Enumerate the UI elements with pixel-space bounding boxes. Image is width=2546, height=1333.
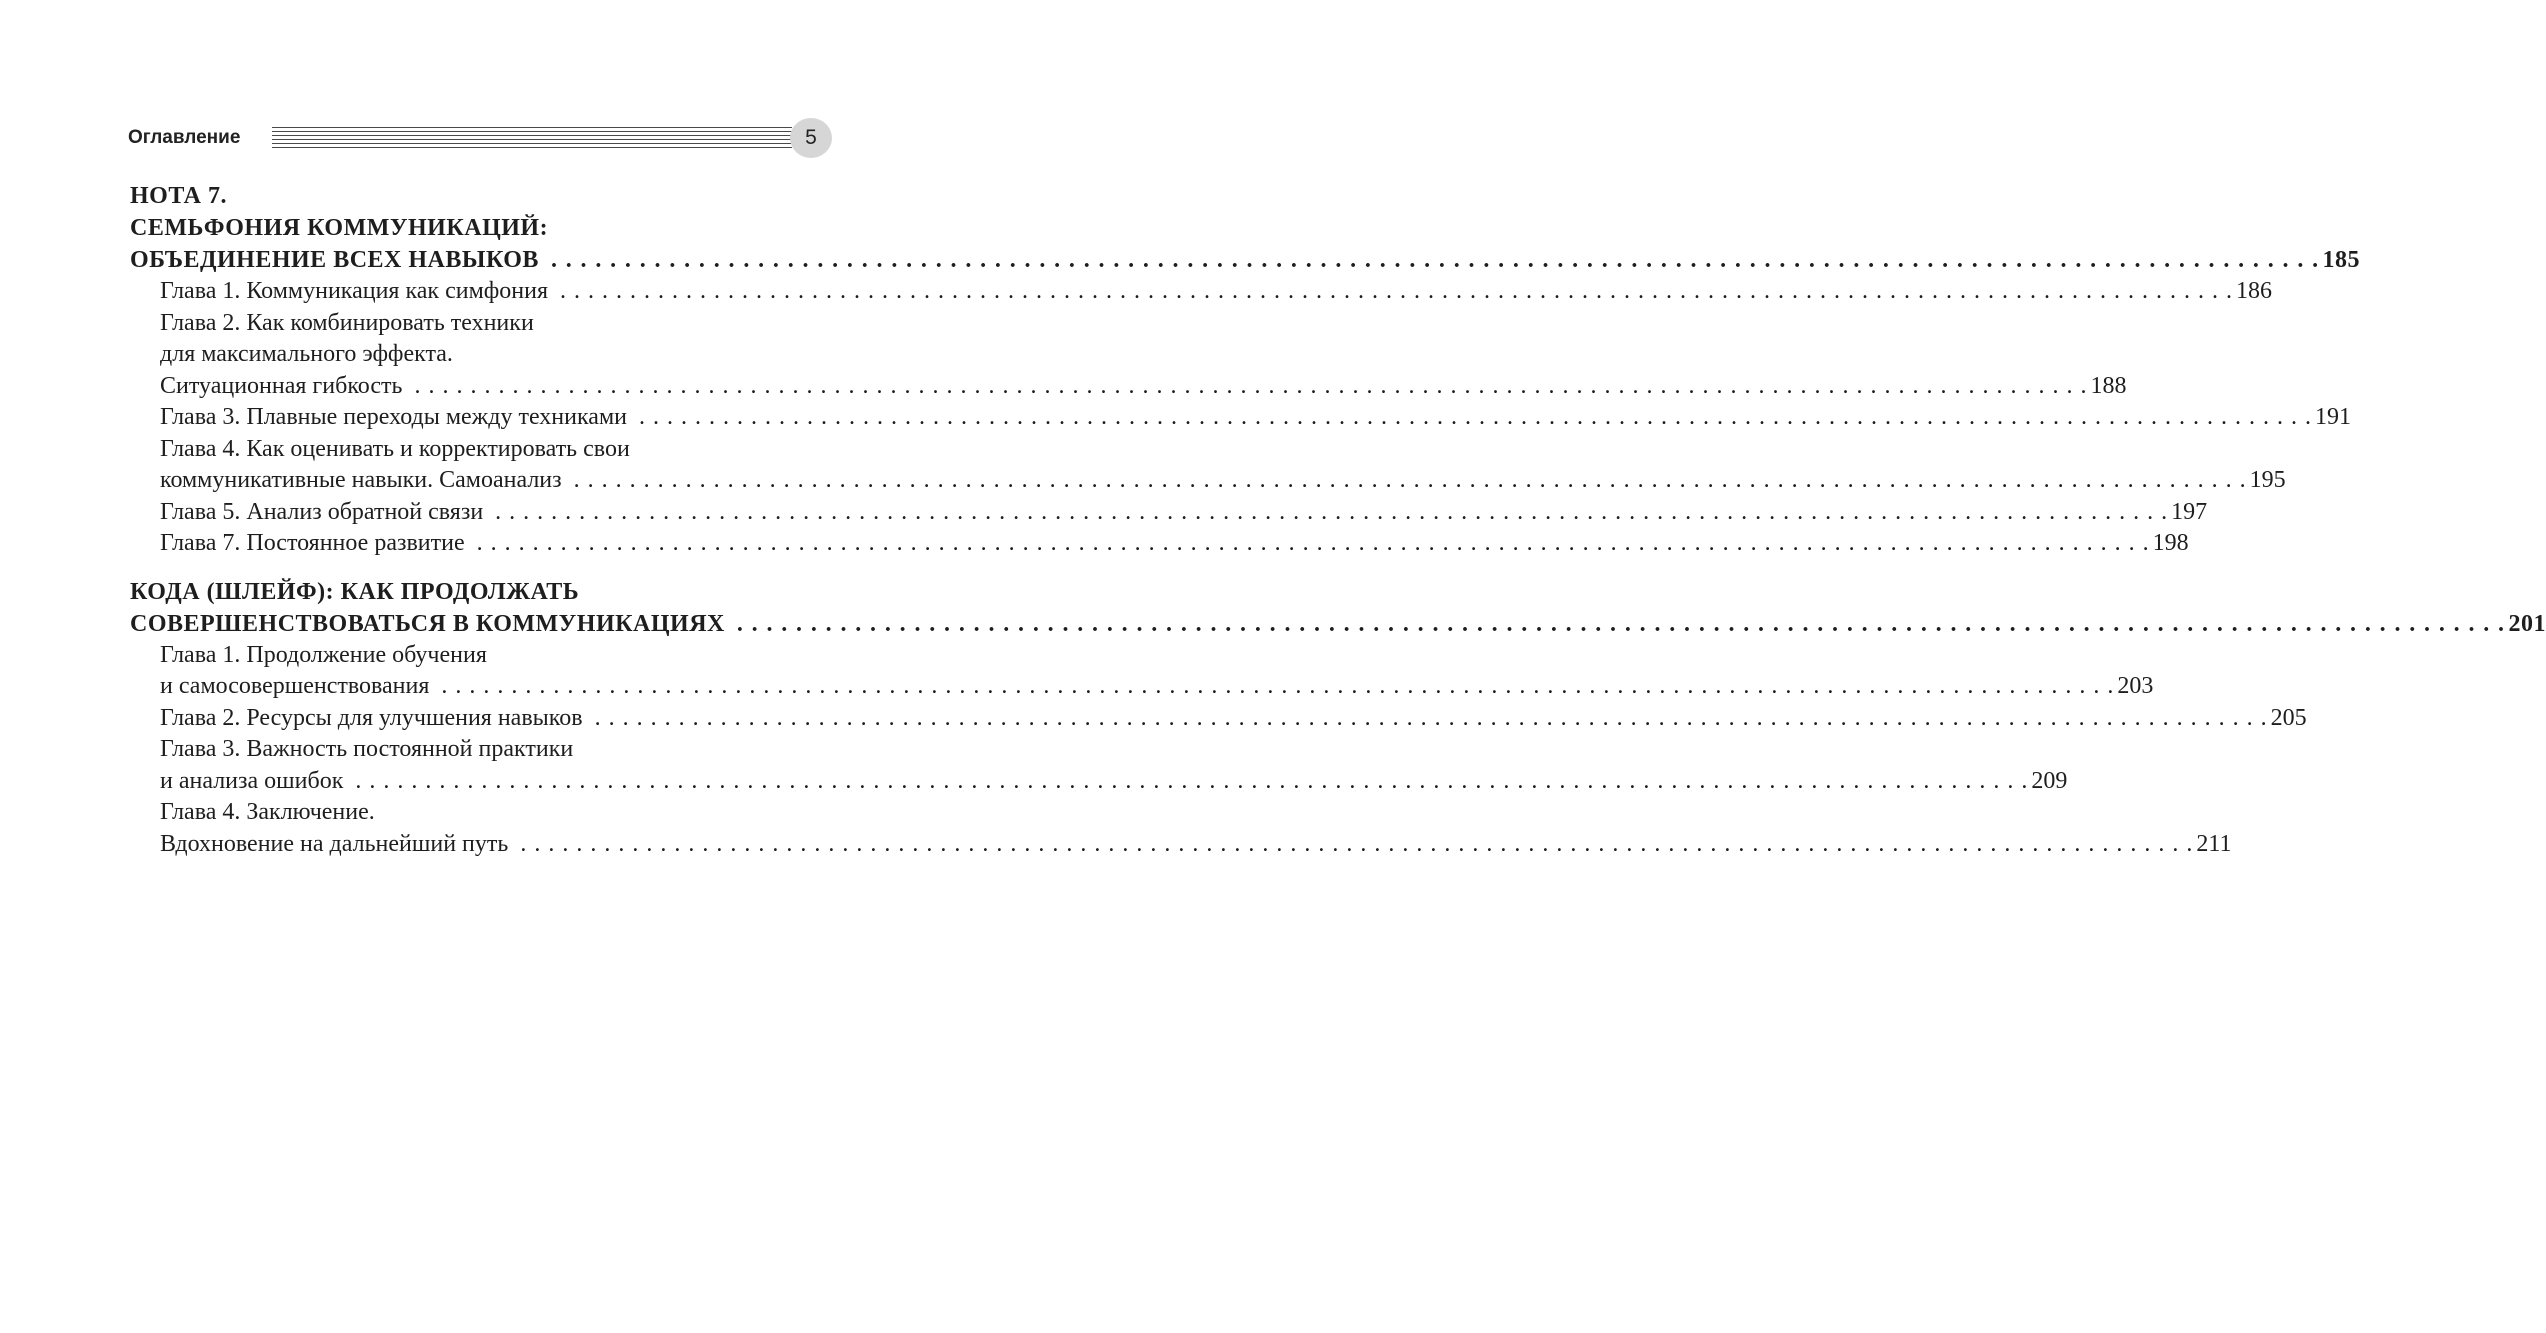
section-heading-text: ОБЪЕДИНЕНИЕ ВСЕХ НАВЫКОВ xyxy=(130,247,539,273)
chapter-title-text: коммуникативные навыки. Самоанализ xyxy=(160,467,562,493)
chapter-line: Глава 1. Продолжение обучения xyxy=(160,641,487,668)
chapter-page-number: 209 xyxy=(2031,767,2068,794)
chapter-page-number: 205 xyxy=(2270,704,2307,731)
chapter-entry xyxy=(160,434,2286,497)
chapter-page-number: 198 xyxy=(2152,530,2189,556)
toc-section xyxy=(130,180,2361,560)
header-decorative-rules xyxy=(272,127,792,149)
chapter-title-text: Глава 1. Коммуникация как симфония xyxy=(160,278,549,304)
chapter-line xyxy=(160,829,2232,861)
chapter-entry xyxy=(160,703,2307,735)
section-page-number: 201 xyxy=(2508,610,2546,637)
section-page-number: 185 xyxy=(2322,247,2361,273)
chapter-page-number: 195 xyxy=(2249,467,2286,493)
chapter-line: Глава 3. Важность постоянной практики xyxy=(160,736,574,762)
running-header xyxy=(128,118,832,158)
chapter-entry xyxy=(160,640,2154,703)
chapter-entry xyxy=(160,497,2208,529)
chapter-line xyxy=(160,671,2154,703)
chapter-line xyxy=(160,703,2307,735)
chapter-title-text: Глава 7. Постоянное развитие xyxy=(160,530,465,556)
chapter-list xyxy=(130,276,2351,560)
chapter-entry xyxy=(160,528,2189,560)
chapter-title-text: Вдохновение на дальнейший путь xyxy=(160,830,509,857)
chapter-entry xyxy=(160,276,2273,308)
chapter-entry xyxy=(160,402,2351,434)
dot-leader: . . . . . . . . . . . . . . . . . . . . . . . . . . . . . . . . . . . . . . . . . . . . . . . . . . . . . . . . . . . . . . . . . . . . . . . . . . . . . . . . . . . . . . . . . . . . . . . . . . . . . . . . . . . . . . . . . . . . . . . . xyxy=(476,530,2150,556)
dot-leader: . . . . . . . . . . . . . . . . . . . . . . . . . . . . . . . . . . . . . . . . . . . . . . . . . . . . . . . . . . . . . . . . . . . . . . . . . . . . . . . . . . . . . . . . . . . . . . . . . . . . . . . . . . . . . . . . . . . . . . . . xyxy=(550,247,2320,273)
dot-leader: . . . . . . . . . . . . . . . . . . . . . . . . . . . . . . . . . . . . . . . . . . . . . . . . . . . . . . . . . . . . . . . . . . . . . . . . . . . . . . . . . . . . . . . . . . . . . . . . . . . . . . . . . . . . . . . . . . . . . . . . xyxy=(638,404,2312,430)
toc-section xyxy=(130,576,2546,861)
chapter-list xyxy=(130,640,2307,861)
chapter-page-number: 188 xyxy=(2090,372,2127,399)
chapter-title-text: Ситуационная гибкость xyxy=(160,372,403,399)
chapter-line: для максимального эффекта. xyxy=(160,341,453,367)
chapter-page-number: 186 xyxy=(2236,278,2273,304)
section-heading-line: КОДА (ШЛЕЙФ): КАК ПРОДОЛЖАТЬ xyxy=(130,578,580,605)
section-heading-text: СОВЕРШЕНСТВОВАТЬСЯ В КОММУНИКАЦИЯХ xyxy=(130,610,725,637)
section-heading-line: СЕМЬФОНИЯ КОММУНИКАЦИЙ: xyxy=(130,215,549,241)
chapter-page-number: 203 xyxy=(2117,673,2154,699)
chapter-line xyxy=(160,465,2286,497)
chapter-page-number: 211 xyxy=(2196,830,2232,857)
chapter-line xyxy=(160,497,2208,529)
chapter-line: Глава 4. Заключение. xyxy=(160,799,375,825)
dot-leader: . . . . . . . . . . . . . . . . . . . . . . . . . . . . . . . . . . . . . . . . . . . . . . . . . . . . . . . . . . . . . . . . . . . . . . . . . . . . . . . . . . . . . . . . . . . . . . . . . . . . . . . . . . . . . . . . . . . . . . . . xyxy=(441,673,2115,699)
section-heading-line xyxy=(130,608,2546,640)
chapter-entry xyxy=(160,797,2232,860)
chapter-title-text: Глава 3. Плавные переходы между техниками xyxy=(160,404,627,430)
chapter-entry xyxy=(160,308,2127,403)
chapter-entry xyxy=(160,734,2068,797)
chapter-page-number: 191 xyxy=(2314,404,2351,430)
chapter-line xyxy=(160,371,2127,403)
dot-leader: . . . . . . . . . . . . . . . . . . . . . . . . . . . . . . . . . . . . . . . . . . . . . . . . . . . . . . . . . . . . . . . . . . . . . . . . . . . . . . . . . . . . . . . . . . . . . . . . . . . . . . . . . . . . . . . . . . . . . . . . xyxy=(495,498,2169,525)
chapter-line xyxy=(160,528,2189,560)
dot-leader: . . . . . . . . . . . . . . . . . . . . . . . . . . . . . . . . . . . . . . . . . . . . . . . . . . . . . . . . . . . . . . . . . . . . . . . . . . . . . . . . . . . . . . . . . . . . . . . . . . . . . . . . . . . . . . . . . . . . . . . . xyxy=(573,467,2247,493)
dot-leader: . . . . . . . . . . . . . . . . . . . . . . . . . . . . . . . . . . . . . . . . . . . . . . . . . . . . . . . . . . . . . . . . . . . . . . . . . . . . . . . . . . . . . . . . . . . . . . . . . . . . . . . . . . . . . . . . . . . . . . . . xyxy=(355,767,2029,794)
dot-leader: . . . . . . . . . . . . . . . . . . . . . . . . . . . . . . . . . . . . . . . . . . . . . . . . . . . . . . . . . . . . . . . . . . . . . . . . . . . . . . . . . . . . . . . . . . . . . . . . . . . . . . . . . . . . . . . . . . . . . . . . xyxy=(560,278,2234,304)
running-header-title: Оглавление xyxy=(128,127,241,148)
section-heading-line xyxy=(130,244,2361,276)
chapter-line xyxy=(160,276,2273,308)
chapter-title-text: Глава 5. Анализ обратной связи xyxy=(160,498,484,525)
dot-leader: . . . . . . . . . . . . . . . . . . . . . . . . . . . . . . . . . . . . . . . . . . . . . . . . . . . . . . . . . . . . . . . . . . . . . . . . . . . . . . . . . . . . . . . . . . . . . . . . . . . . . . . . . . . . . . . . . . . . . . . . xyxy=(736,610,2506,637)
chapter-line xyxy=(160,402,2351,434)
table-of-contents xyxy=(130,180,2546,876)
chapter-line: Глава 2. Как комбинировать техники xyxy=(160,309,534,336)
chapter-line xyxy=(160,766,2068,798)
chapter-page-number: 197 xyxy=(2171,498,2208,525)
chapter-line: Глава 4. Как оценивать и корректировать свои xyxy=(160,435,630,462)
section-heading-line: НОТА 7. xyxy=(130,183,227,209)
page-number-badge: 5 xyxy=(790,118,832,158)
chapter-title-text: и самосовершенствования xyxy=(160,673,430,699)
chapter-title-text: и анализа ошибок xyxy=(160,767,344,794)
chapter-title-text: Глава 2. Ресурсы для улучшения навыков xyxy=(160,704,583,731)
dot-leader: . . . . . . . . . . . . . . . . . . . . . . . . . . . . . . . . . . . . . . . . . . . . . . . . . . . . . . . . . . . . . . . . . . . . . . . . . . . . . . . . . . . . . . . . . . . . . . . . . . . . . . . . . . . . . . . . . . . . . . . . xyxy=(520,830,2194,857)
dot-leader: . . . . . . . . . . . . . . . . . . . . . . . . . . . . . . . . . . . . . . . . . . . . . . . . . . . . . . . . . . . . . . . . . . . . . . . . . . . . . . . . . . . . . . . . . . . . . . . . . . . . . . . . . . . . . . . . . . . . . . . . xyxy=(414,372,2088,399)
dot-leader: . . . . . . . . . . . . . . . . . . . . . . . . . . . . . . . . . . . . . . . . . . . . . . . . . . . . . . . . . . . . . . . . . . . . . . . . . . . . . . . . . . . . . . . . . . . . . . . . . . . . . . . . . . . . . . . . . . . . . . . . xyxy=(594,704,2268,731)
